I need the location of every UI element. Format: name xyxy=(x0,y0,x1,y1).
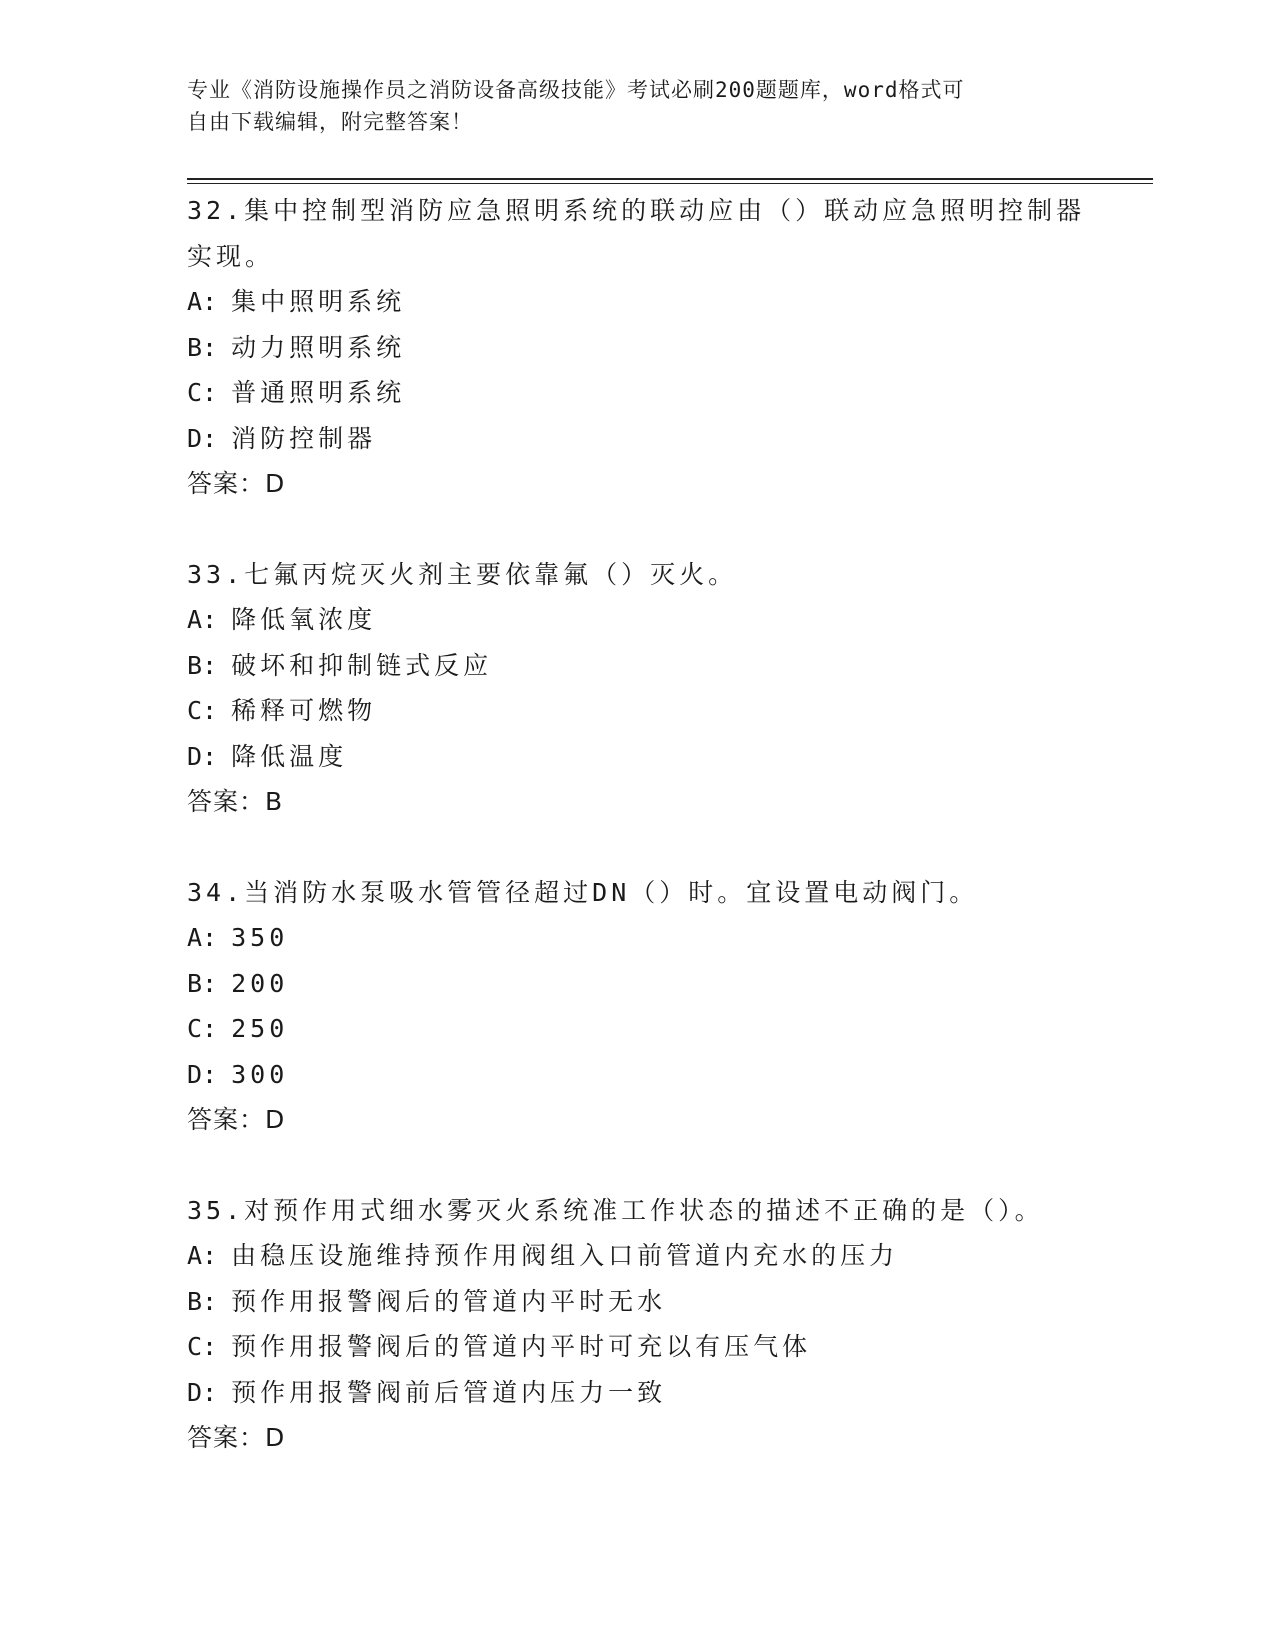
option-c xyxy=(187,1006,1087,1052)
option-key: A: xyxy=(187,605,218,634)
option-a xyxy=(187,1233,1087,1279)
option-a xyxy=(187,597,1087,643)
option-text: 降低温度 xyxy=(231,741,348,771)
option-key: A: xyxy=(187,923,218,952)
option-key: C: xyxy=(187,378,218,407)
question-stem: 33.七氟丙烷灭火剂主要依靠氟（）灭火。 xyxy=(187,559,738,589)
question-33 xyxy=(187,552,1087,825)
option-a xyxy=(187,279,1087,325)
option-a xyxy=(187,915,1087,961)
option-text: 普通照明系统 xyxy=(231,378,406,407)
option-text: 预作用报警阀前后管道内压力一致 xyxy=(231,1377,667,1407)
document-header xyxy=(187,74,1077,138)
question-stem: 35.对预作用式细水雾灭火系统准工作状态的描述不正确的是（）。 xyxy=(187,1195,1044,1225)
option-text: 300 xyxy=(231,1059,289,1089)
option-key: B: xyxy=(187,1286,218,1316)
option-key: D: xyxy=(187,1059,218,1089)
header-line-1: 专业《消防设施操作员之消防设备高级技能》考试必刷200题题库，word格式可 xyxy=(187,78,965,102)
option-key: B: xyxy=(187,650,218,680)
header-line-2: 自由下载编辑，附完整答案！ xyxy=(187,110,473,134)
question-32 xyxy=(187,188,1087,507)
option-d xyxy=(187,416,1087,462)
header-divider-thick xyxy=(187,178,1153,180)
option-c xyxy=(187,688,1087,734)
option-key: D: xyxy=(187,741,218,771)
option-text: 降低氧浓度 xyxy=(231,605,377,634)
option-key: C: xyxy=(187,696,218,725)
option-key: A: xyxy=(187,287,218,316)
answer-line: 答案：D xyxy=(187,1423,286,1452)
question-stem-continued: 实现。 xyxy=(187,241,275,271)
option-text: 集中照明系统 xyxy=(231,287,406,316)
question-stem: 32.集中控制型消防应急照明系统的联动应由（）联动应急照明控制器 xyxy=(187,196,1086,225)
answer-line: 答案：D xyxy=(187,1105,286,1134)
option-text: 预作用报警阀后的管道内平时可充以有压气体 xyxy=(231,1332,812,1361)
option-b xyxy=(187,643,1087,689)
option-c xyxy=(187,370,1087,416)
answer-line: 答案：B xyxy=(187,787,284,816)
question-35 xyxy=(187,1188,1087,1461)
option-text: 200 xyxy=(231,968,289,998)
option-key: A: xyxy=(187,1241,218,1270)
option-d xyxy=(187,734,1087,780)
option-b xyxy=(187,1279,1087,1325)
option-d xyxy=(187,1052,1087,1098)
option-key: B: xyxy=(187,968,218,998)
option-text: 消防控制器 xyxy=(231,423,377,453)
question-list xyxy=(187,188,1087,1506)
option-b xyxy=(187,961,1087,1007)
option-key: D: xyxy=(187,423,218,453)
option-text: 预作用报警阀后的管道内平时无水 xyxy=(231,1286,667,1316)
option-key: C: xyxy=(187,1332,218,1361)
option-text: 350 xyxy=(231,923,289,952)
option-text: 250 xyxy=(231,1014,289,1043)
option-text: 破坏和抑制链式反应 xyxy=(231,650,493,680)
question-stem: 34.当消防水泵吸水管管径超过DN（）时。宜设置电动阀门。 xyxy=(187,877,979,907)
option-key: C: xyxy=(187,1014,218,1043)
option-b xyxy=(187,325,1087,371)
option-d xyxy=(187,1370,1087,1416)
option-key: D: xyxy=(187,1377,218,1407)
answer-line: 答案：D xyxy=(187,469,286,498)
option-text: 由稳压设施维持预作用阀组入口前管道内充水的压力 xyxy=(231,1241,899,1270)
option-c xyxy=(187,1324,1087,1370)
question-34 xyxy=(187,870,1087,1143)
option-key: B: xyxy=(187,332,218,362)
option-text: 动力照明系统 xyxy=(231,332,406,362)
header-divider-thin xyxy=(187,183,1153,184)
option-text: 稀释可燃物 xyxy=(231,696,377,725)
